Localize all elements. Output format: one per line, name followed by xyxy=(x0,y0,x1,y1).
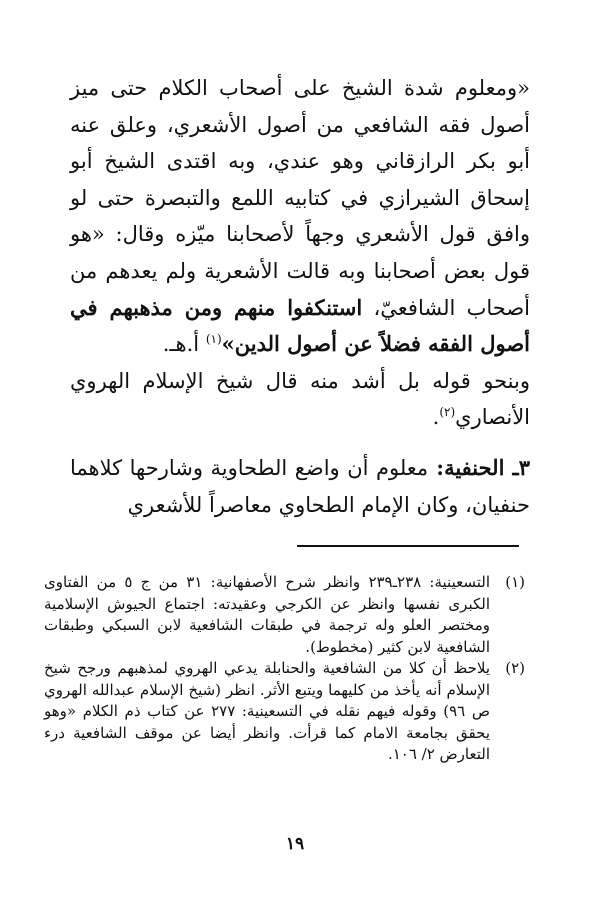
harawi-text: وبنحو قوله بل أشد منه قال شيخ الإسلام الهروي الأنصاري xyxy=(70,368,530,430)
quote-text: «ومعلوم شدة الشيخ على أصحاب الكلام حتى ميز أصول فقه الشافعي من أصول الأشعري، وعلق عنه أبو بكر الرازقاني وهو عندي، وبه اقتدى الشيخ أبو إسحاق الشيرازي في كتابيه اللمع والتبصرة حتى لو وافق قول الأشعري وجهاً لأصحابنا ميّزه وقال: «هو قول بعض أصحابنا وبه قالت الأشعرية ولم يعدهم من أصحاب الشافعيّ، xyxy=(70,76,531,320)
footnote-number: (٢) xyxy=(505,659,525,677)
footnote-text: يلاحظ أن كلا من الشافعية والحنابلة يدعي الهروي لمذهبهم ورجح شيخ الإسلام أنه يأخذ من كليهما ويتبع الأثر. انظر (شيخ الإسلام عبدالله الهروي ص ٩٦) وقوله فيهم نقله في التسعينية: ٢٧٧ عن كتاب ذم الكلام «وهو يحقق بجامعة الامام كما قرأت. وانظر أيضا عن موقف الشافعية درء التعارض ٢/ ١٠٦. xyxy=(44,659,490,763)
main-text xyxy=(70,70,530,523)
footnote-separator xyxy=(297,545,519,547)
footnote-number: (١) xyxy=(505,573,525,591)
quote-end-text: أ.هـ. xyxy=(162,332,206,357)
harawi-end-text: . xyxy=(432,405,440,430)
footnote-ref-1[interactable]: (١) xyxy=(205,332,222,347)
paragraph-quote xyxy=(70,70,530,363)
paragraph-harawi xyxy=(70,363,530,436)
paragraph-hanafiya xyxy=(70,450,530,523)
footnote-1 xyxy=(44,572,525,658)
footnote-ref-2[interactable]: (٢) xyxy=(439,405,456,420)
footnote-2 xyxy=(44,658,525,766)
section-heading-hanafiya: ٣ـ الحنفية: xyxy=(428,454,530,480)
quote-bold-text: استنكفوا منهم ومن مذهبهم في أصول الفقه فضلاً عن أصول الدين» xyxy=(70,294,530,357)
hanafiya-text: معلوم أن واضع الطحاوية وشارحها كلاهما حنفيان، وكان الإمام الطحاوي معاصراً للأشعري xyxy=(70,455,530,517)
footnote-text: التسعينية: ٢٣٨ـ٢٣٩ وانظر شرح الأصفهانية: ٣١ من ج ٥ من الفتاوى الكبرى نفسها وانظر عن الكرجي وعقيدته: اجتماع الجيوش الإسلامية ومختصر العلو وله ترجمة في طبقات الشافعية لابن السبكي وطبقات الشافعية لابن كثير (مخطوط). xyxy=(44,573,490,656)
footnotes xyxy=(44,572,525,766)
page-number: ١٩ xyxy=(285,834,305,854)
